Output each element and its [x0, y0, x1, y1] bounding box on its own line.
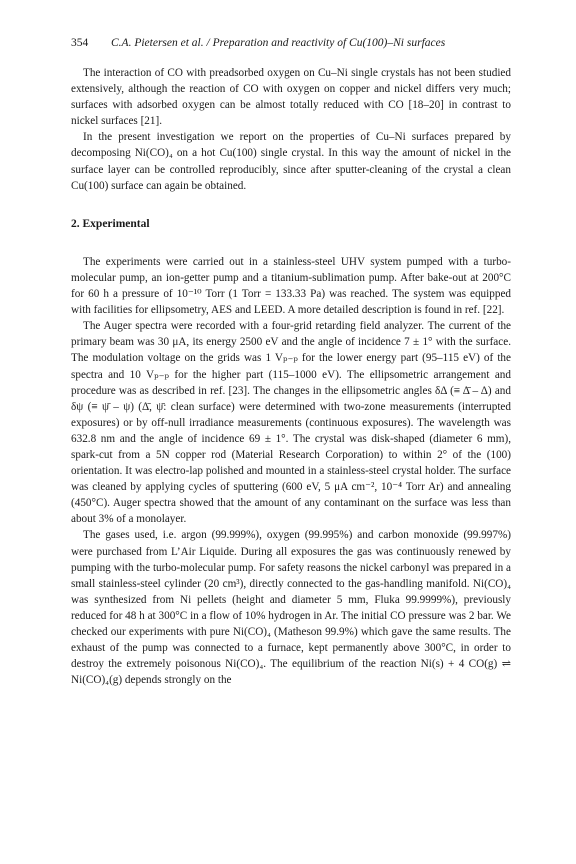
experimental-paragraph-2: The Auger spectra were recorded with a four-grid retarding field analyzer. The current of the primary beam was 30 μA, its energy 2500 eV and the angle of incidence 7 ± 1° with the surface. The modulation voltage on the grids was 1 Vₚ₋ₚ for the lower energy part (95–115 eV) of the spectra and 10 Vₚ₋ₚ for the higher part (115–1000 eV). The ellipsometric arrangement and procedure was as described in ref. [23]. The changes in the ellipsometric angles δΔ (≡ Δ̄ – Δ) and δψ (≡ ψ̄ – ψ) (Δ̄, ψ̄: clean surface) were determined with two-zone measurements (interrupted exposures) or by off-null irradiance measurements (continuous exposures). The wavelength was 632.8 nm and the angle of incidence 69 ± 1°. The crystal was disk-shaped (diameter 6 mm), spark-cut from a 5N copper rod (Material Research Corporation) to within 2° of the (100) orientation. It was electro-lap polished and mounted in a stainless-steel crystal holder. The surface was cleaned by applying cycles of sputtering (600 eV, 5 μA cm⁻², 10⁻⁴ Torr Ar) and annealing (450°C). Auger spectra showed that the amount of any contaminant on the surface was less than about 3% of a monolayer.: [71, 320, 511, 526]
section-heading: 2. Experimental: [71, 217, 150, 230]
intro-paragraph-2: In the present investigation we report on the properties of Cu–Ni surfaces prepared by decomposing Ni(CO)₄ on a hot Cu(100) single crystal. In this way the amount of nickel in the surface layer can be controlled reproducibly, since after sputter-cleaning of the crystal a clean Cu(100) surface can again be obtained.: [71, 131, 511, 192]
article-body: [71, 65, 511, 688]
experimental-paragraph-1: The experiments were carried out in a stainless-steel UHV system pumped with a turbo-molecular pump, an ion-getter pump and a titanium-sublimation pump. After bake-out at 200°C for 60 h a pressure of 10⁻¹⁰ Torr (1 Torr = 133.33 Pa) was reached. The system was equipped with facilities for ellipsometry, AES and LEED. A more detailed description is found in ref. [22].: [71, 255, 511, 317]
running-title: C.A. Pietersen et al. / Preparation and reactivity of Cu(100)–Ni surfaces: [111, 37, 446, 49]
experimental-paragraph-3: The gases used, i.e. argon (99.999%), oxygen (99.995%) and carbon monoxide (99.997%) were purchased from L’Air Liquide. During all exposures the gas was continuously renewed by pumping with the turbo-molecular pump. For safety reasons the nickel carbonyl was prepared in a small stainless-steel cylinder (20 cm³), directly connected to the gas-handling manifold. Ni(CO)₄ was synthesized from Ni pellets (height and diameter 5 mm, Fluka 99.9999%), previously reduced for 48 h at 300°C in a flow of 10% hydrogen in Ar. The initial CO pressure was 2 bar. We checked our experiments with pure Ni(CO)₄ (Matheson 99.9%) which gave the same results. The exhaust of the pump was connected to a furnace, kept permanently above 300°C, in order to destroy the extremely poisonous Ni(CO)₄. The equilibrium of the reaction Ni(s) + 4 CO(g) ⇌ Ni(CO)₄(g) depends strongly on the: [71, 529, 511, 687]
running-header: [71, 37, 511, 49]
intro-paragraph-1: The interaction of CO with preadsorbed oxygen on Cu–Ni single crystals has not been studied extensively, although the reaction of CO with oxygen on copper and nickel differs very much; surfaces with adsorbed oxygen can be almost totally reduced with CO [18–20] in contrast to nickel surfaces [21].: [71, 67, 511, 128]
page-number: 354: [71, 37, 89, 49]
